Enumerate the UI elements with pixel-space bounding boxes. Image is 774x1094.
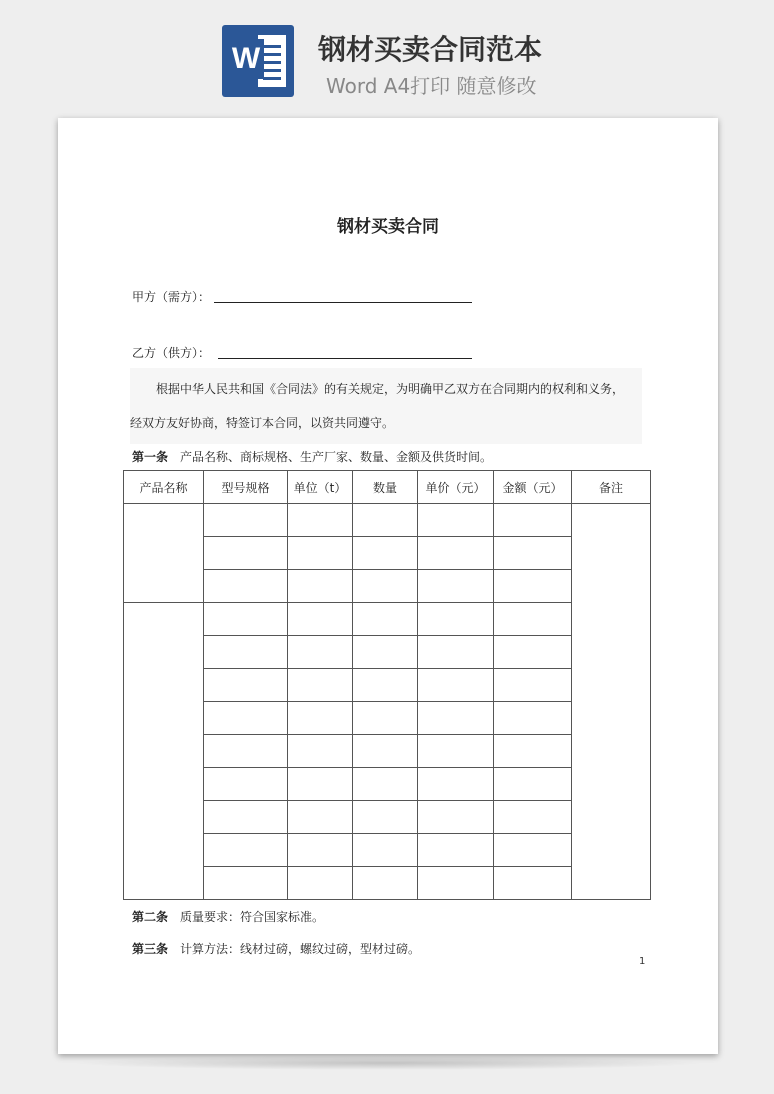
table-cell[interactable] [418, 570, 494, 603]
word-icon [222, 25, 294, 97]
table-cell[interactable] [288, 702, 353, 735]
party-a [132, 288, 552, 305]
table-cell[interactable] [353, 603, 418, 636]
product-cell-group-2[interactable] [124, 603, 204, 900]
table-cell[interactable] [418, 669, 494, 702]
party-a-label: 甲方（需方）： [132, 290, 211, 304]
table-cell[interactable] [494, 768, 572, 801]
table-cell[interactable] [204, 603, 288, 636]
table-cell[interactable] [353, 867, 418, 900]
table-cell[interactable] [353, 702, 418, 735]
page-number: 1 [639, 956, 646, 967]
table-row [124, 570, 651, 603]
header-banner [0, 0, 774, 110]
table-cell[interactable] [204, 801, 288, 834]
table-cell[interactable] [494, 636, 572, 669]
table-cell[interactable] [288, 867, 353, 900]
header-unit-price: 单价（元） [418, 471, 494, 504]
table-cell[interactable] [288, 834, 353, 867]
clause-3-text: 计算方法：线材过磅，螺纹过磅，型材过磅。 [180, 942, 421, 956]
table-cell[interactable] [204, 867, 288, 900]
table-cell[interactable] [353, 768, 418, 801]
table-row [124, 867, 651, 900]
table-row [124, 834, 651, 867]
clause-3-label: 第三条 [132, 942, 169, 956]
table-cell[interactable] [353, 504, 418, 537]
table-row [124, 504, 651, 537]
table-cell[interactable] [418, 636, 494, 669]
header-remarks: 备注 [572, 471, 651, 504]
table-cell[interactable] [204, 504, 288, 537]
document-page [58, 118, 718, 1054]
table-cell[interactable] [353, 735, 418, 768]
party-b-blank[interactable] [218, 358, 472, 359]
banner-subtitle: Word A4打印 随意修改 [326, 74, 537, 98]
table-cell[interactable] [204, 669, 288, 702]
table-cell[interactable] [494, 504, 572, 537]
table-cell[interactable] [204, 570, 288, 603]
table-cell[interactable] [494, 702, 572, 735]
table-cell[interactable] [418, 603, 494, 636]
header-model-spec: 型号规格 [204, 471, 288, 504]
table-cell[interactable] [204, 702, 288, 735]
product-cell-group-1[interactable] [124, 504, 204, 603]
table-cell[interactable] [353, 636, 418, 669]
table-row [124, 636, 651, 669]
party-b [132, 344, 552, 361]
table-cell[interactable] [288, 735, 353, 768]
table-cell[interactable] [418, 702, 494, 735]
table-cell[interactable] [288, 504, 353, 537]
table-cell[interactable] [418, 801, 494, 834]
table-cell[interactable] [204, 735, 288, 768]
table-cell[interactable] [353, 537, 418, 570]
clause-1-label: 第一条 [132, 450, 169, 464]
table-row [124, 801, 651, 834]
table-cell[interactable] [353, 669, 418, 702]
table-cell[interactable] [418, 768, 494, 801]
table-cell[interactable] [494, 867, 572, 900]
table-cell[interactable] [204, 636, 288, 669]
party-a-blank[interactable] [214, 302, 472, 303]
table-cell[interactable] [494, 537, 572, 570]
table-cell[interactable] [353, 834, 418, 867]
clause-1 [132, 448, 492, 465]
table-cell[interactable] [288, 669, 353, 702]
header-quantity: 数量 [353, 471, 418, 504]
table-cell[interactable] [288, 603, 353, 636]
intro-line-2: 经双方友好协商，特签订本合同，以资共同遵守。 [130, 416, 395, 430]
table-cell[interactable] [204, 834, 288, 867]
intro-line-1: 根据中华人民共和国《合同法》的有关规定，为明确甲乙双方在合同期内的权利和义务， [156, 382, 625, 396]
table-cell[interactable] [204, 537, 288, 570]
clause-2-label: 第二条 [132, 910, 169, 924]
document-title: 钢材买卖合同 [337, 217, 439, 237]
clause-3 [132, 940, 420, 957]
word-letter: W [228, 39, 264, 79]
table-cell[interactable] [288, 801, 353, 834]
remarks-cell[interactable] [572, 504, 651, 900]
table-row [124, 537, 651, 570]
table-cell[interactable] [353, 570, 418, 603]
table-row [124, 768, 651, 801]
table-cell[interactable] [204, 768, 288, 801]
table-cell[interactable] [494, 669, 572, 702]
header-amount: 金额（元） [494, 471, 572, 504]
table-cell[interactable] [418, 537, 494, 570]
table-cell[interactable] [288, 570, 353, 603]
table-cell[interactable] [494, 834, 572, 867]
clause-1-text: 产品名称、商标规格、生产厂家、数量、金额及供货时间。 [180, 450, 493, 464]
table-cell[interactable] [418, 504, 494, 537]
party-b-label: 乙方（供方）： [132, 346, 211, 360]
table-row [124, 603, 651, 636]
clause-2 [132, 908, 324, 925]
table-header-row [124, 471, 651, 504]
table-cell[interactable] [494, 801, 572, 834]
table-row [124, 702, 651, 735]
table-cell[interactable] [418, 834, 494, 867]
table-cell[interactable] [288, 768, 353, 801]
table-cell[interactable] [418, 867, 494, 900]
page-shadow [70, 1056, 706, 1070]
table-cell[interactable] [418, 735, 494, 768]
table-row [124, 735, 651, 768]
product-table [123, 470, 651, 900]
table-cell[interactable] [494, 603, 572, 636]
table-row [124, 669, 651, 702]
header-unit: 单位（t） [288, 471, 353, 504]
table-cell[interactable] [288, 537, 353, 570]
intro-paragraph [130, 368, 642, 444]
header-product-name: 产品名称 [124, 471, 204, 504]
banner-title: 钢材买卖合同范本 [318, 33, 543, 66]
table-cell[interactable] [494, 735, 572, 768]
clause-2-text: 质量要求：符合国家标准。 [180, 910, 325, 924]
table-cell[interactable] [288, 636, 353, 669]
table-cell[interactable] [353, 801, 418, 834]
table-cell[interactable] [494, 570, 572, 603]
